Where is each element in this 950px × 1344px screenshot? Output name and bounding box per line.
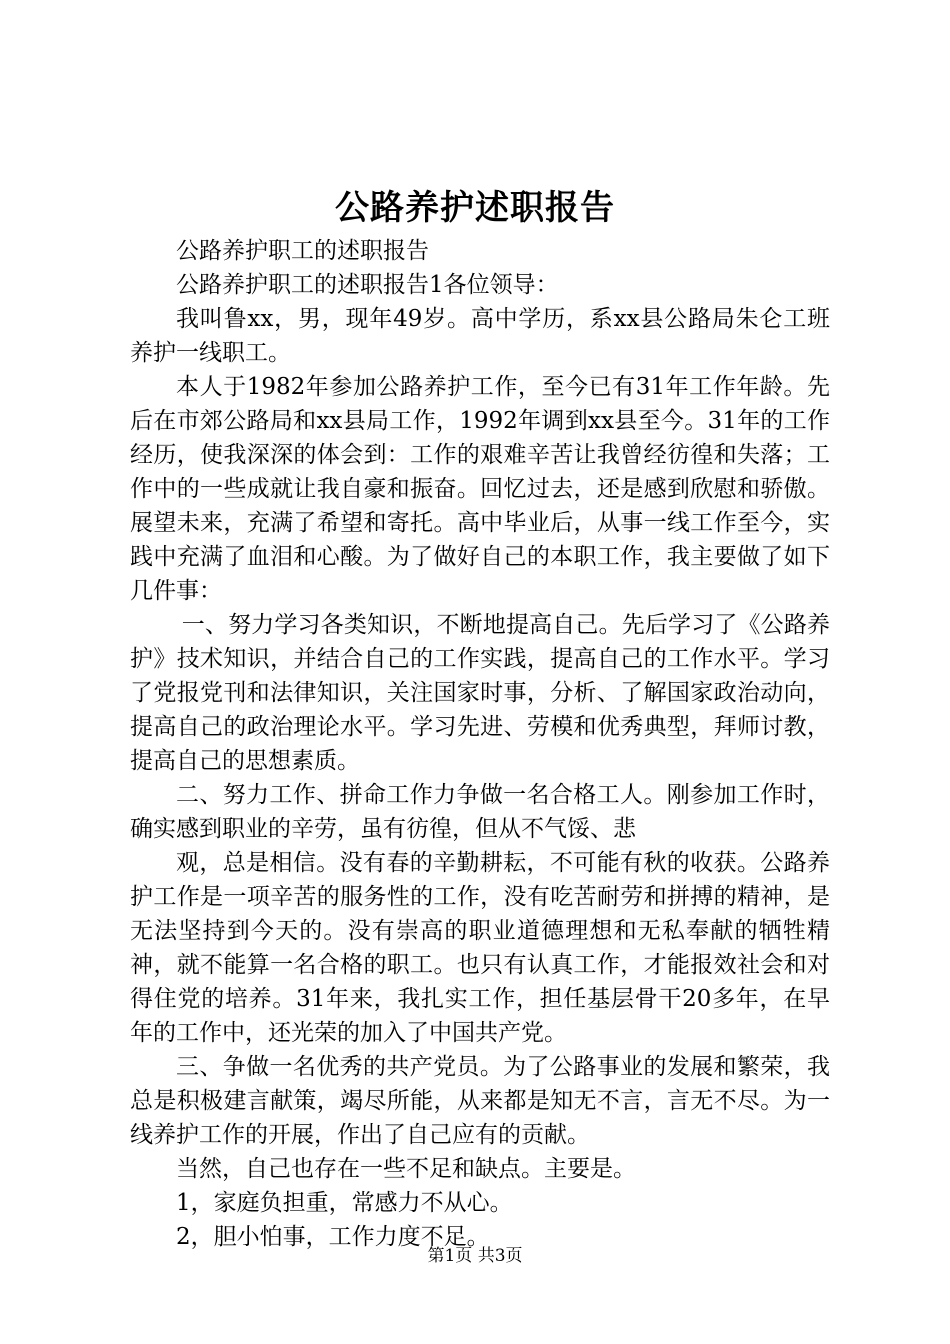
paragraph-point-two: 二、努力工作、拼命工作力争做一名合格工人。刚参加工作时，确实感到职业的辛劳，虽有彷徨，但从不气馁、悲: [130, 782, 830, 842]
document-body: [130, 234, 830, 1254]
paragraph-point-three: 三、争做一名优秀的共产党员。为了公路事业的发展和繁荣，我总是积极建言献策，竭尽所能，从来都是知无不言，言无不尽。为一线养护工作的开展，作出了自己应有的贡献。: [130, 1054, 830, 1148]
paragraph-shortcoming-two: 2，胆小怕事，工作力度不足。: [176, 1224, 490, 1250]
paragraph-work-history: 本人于1982年参加公路养护工作，至今已有31年工作年龄。先后在市郊公路局和xx县局工作，1992年调到xx县至今。31年的工作经历，使我深深的体会到：工作的艰难辛苦让我曾经彷徨和失落；工作中的一些成就让我自豪和振奋。回忆过去，还是感到欣慰和骄傲。展望未来，充满了希望和寄托。高中毕业后，从事一线工作至今，实践中充满了血泪和心酸。为了做好自己的本职工作，我主要做了如下几件事：: [130, 374, 830, 604]
paragraph-subtitle: 公路养护职工的述职报告: [176, 238, 429, 264]
paragraph-point-two-continued: 观，总是相信。没有春的辛勤耕耘，不可能有秋的收获。公路养护工作是一项辛苦的服务性的工作，没有吃苦耐劳和拼搏的精神，是无法坚持到今天的。没有崇高的职业道德理想和无私奉献的牺牲精神，就不能算一名合格的职工。也只有认真工作，才能报效社会和对得住党的培养。31年来，我扎实工作，担任基层骨干20多年，在早年的工作中，还光荣的加入了中国共产党。: [130, 850, 830, 1046]
page-number-footer: 第1页 共3页: [427, 1246, 523, 1266]
paragraph-shortcoming-one: 1，家庭负担重，常感力不从心。: [176, 1190, 513, 1216]
paragraph-point-one: 一、努力学习各类知识，不断地提高自己。先后学习了《公路养护》技术知识，并结合自己的工作实践，提高自己的工作水平。学习了党报党刊和法律知识，关注国家时事，分析、了解国家政治动向，提高自己的政治理论水平。学习先进、劳模和优秀典型，拜师讨教，提高自己的思想素质。: [130, 612, 830, 774]
paragraph-shortcomings: 当然，自己也存在一些不足和缺点。主要是。: [176, 1156, 636, 1182]
paragraph-introduction: 我叫鲁xx，男，现年49岁。高中学历，系xx县公路局朱仑工班养护一线职工。: [130, 306, 830, 366]
paragraph-salutation: 公路养护职工的述职报告1各位领导：: [176, 272, 559, 298]
document-title: 公路养护述职报告: [335, 188, 615, 228]
